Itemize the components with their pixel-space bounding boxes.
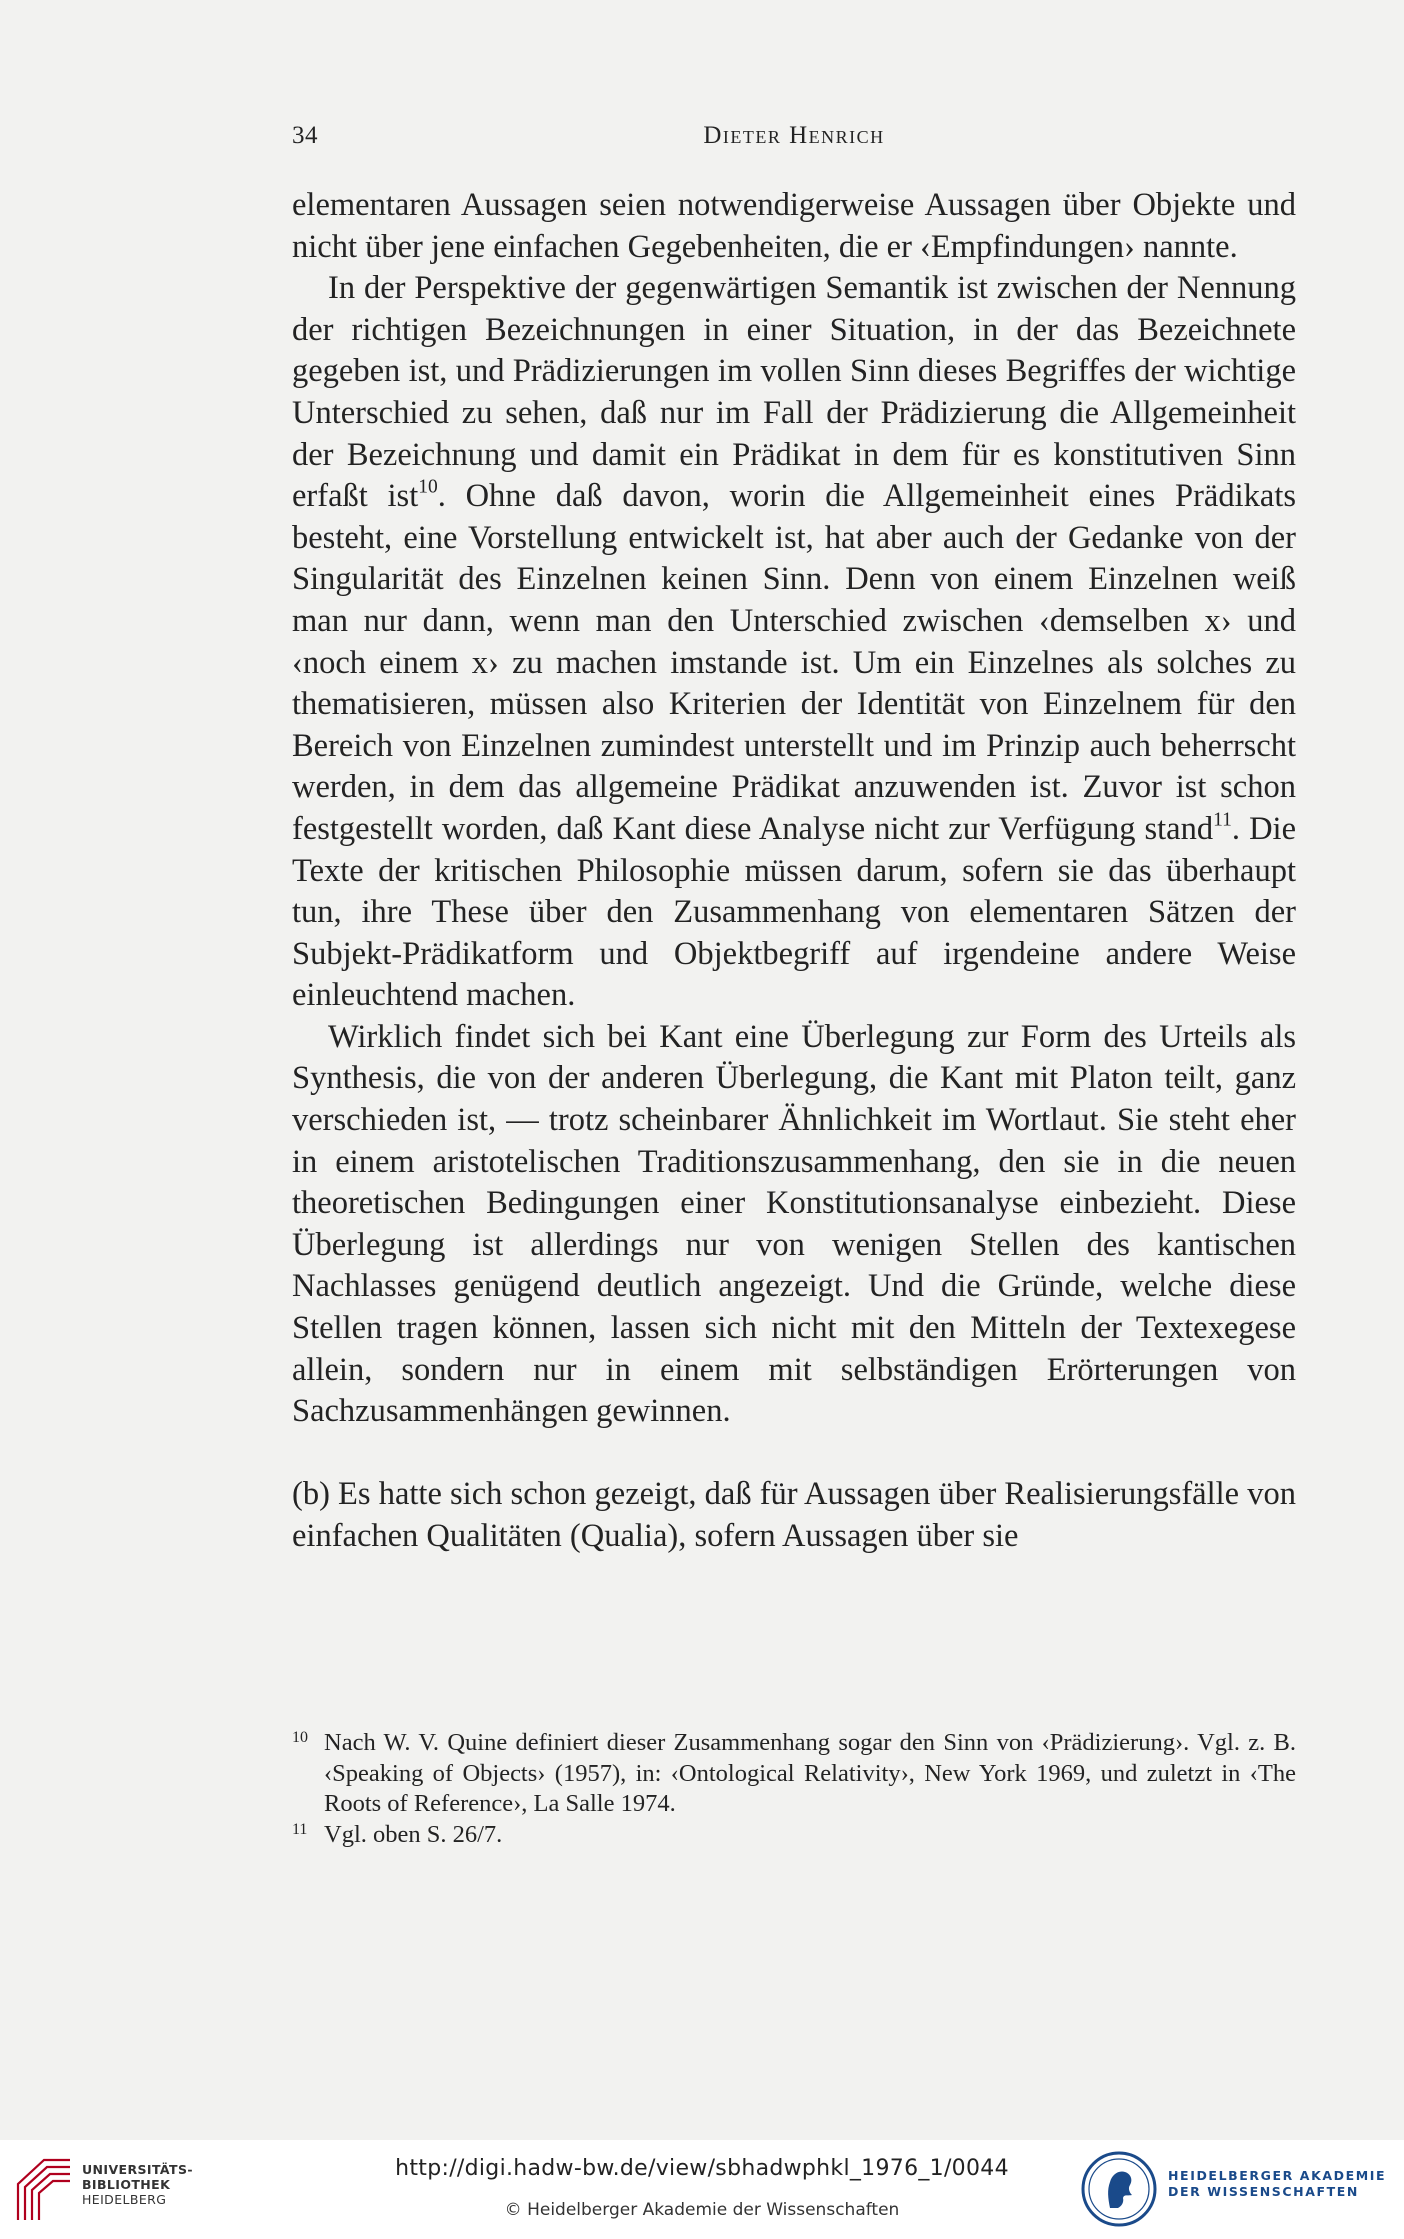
- footnote-number: 11: [292, 1820, 308, 1838]
- running-head: [292, 118, 1296, 158]
- paragraph-2-part-b: . Ohne daß davon, worin die Allgemeinheit eines Prädikats besteht, eine Vorstellung entwickelt ist, hat aber auch der Gedanke von der Singularität des Einzelnen keinen Sinn. Denn von einem Einzelnen weiß man nur dann, wenn man den Unterschied zwischen ‹demselben x› und ‹noch einem x› zu machen imstande ist. Um ein Einzelnes als solches zu thematisieren, müssen also Kriterien der Identität von Einzelnem für den Bereich von Einzelnen zumindest unterstellt und im Prinzip auch beherrscht werden, in dem das allgemeine Prädikat anzuwenden ist. Zuvor ist schon festgestellt worden, daß Kant diese Analyse nicht zur Verfügung stand: [292, 478, 1296, 847]
- body-text: [292, 185, 1296, 1558]
- footnote-number: 10: [292, 1729, 308, 1746]
- paragraph-2-part-a: In der Perspektive der gegenwärtigen Semantik ist zwischen der Nennung der richtigen Bezeichnungen in einer Situation, in der das Bezeichnete gegeben ist, und Prädizierungen im vollen Sinn dieses Begriffes der wichtige Unterschied zu sehen, daß nur im Fall der Prädizierung die Allgemeinheit der Bezeichnung und damit ein Prädikat in dem für es konstitutiven Sinn erfaßt ist: [292, 270, 1296, 515]
- page-number: 34: [292, 122, 318, 149]
- footnote-ref-11[interactable]: 11: [1213, 809, 1232, 831]
- running-head-author: Dieter Henrich: [703, 122, 885, 149]
- footnote-text: Nach W. V. Quine definiert dieser Zusammenhang sogar den Sinn von ‹Prädizierung›. Vgl. z. B. ‹Speaking of Objects› (1957), in: ‹Ontological Relativity›, New York 1969, und zuletzt in ‹The Roots of Reference›, La Salle 1974.: [324, 1729, 1296, 1817]
- paragraph-4: (b) Es hatte sich schon gezeigt, daß für Aussagen über Realisierungsfälle von einfachen Qualitäten (Qualia), sofern Aussagen über sie: [292, 1476, 1296, 1554]
- paragraph-1: elementaren Aussagen seien notwendigerweise Aussagen über Objekte und nicht über jene einfachen Gegebenheiten, die er ‹Empfindungen› nannte.: [292, 187, 1296, 265]
- permalink-link[interactable]: http://digi.hadw-bw.de/view/sbhadwphkl_1976_1/0044: [395, 2156, 1009, 2181]
- academy-name: HEIDELBERGER AKADEMIE DER WISSENSCHAFTEN: [1168, 2168, 1387, 2199]
- university-library-name: UNIVERSITÄTS- BIBLIOTHEK HEIDELBERG: [82, 2162, 193, 2207]
- footer-bar: [0, 2140, 1404, 2239]
- paragraph-2: [292, 268, 1296, 1017]
- academy-seal-icon[interactable]: [1080, 2150, 1158, 2228]
- footnote-ref-10[interactable]: 10: [418, 476, 438, 498]
- footnote-10: [292, 1728, 1296, 1820]
- paragraph-2-part-c: . Die Texte der kritischen Philosophie müssen darum, sofern sie das überhaupt tun, ihre These über den Zusammenhang von elementaren Sätzen der Subjekt-Prädikatform und Objektbegriff auf irgendeine andere Weise einleuchtend machen.: [292, 810, 1296, 1014]
- paragraph-3: Wirklich findet sich bei Kant eine Überlegung zur Form des Urteils als Synthesis, die von der anderen Überlegung, die Kant mit Platon teilt, ganz verschieden ist, — trotz scheinbarer Ähnlichkeit im Wortlaut. Sie steht eher in einem aristotelischen Traditionszusammenhang, den sie in die neuen theoretischen Bedingungen einer Konstitutionsanalyse einbezieht. Diese Überlegung ist allerdings nur von wenigen Stellen des kantischen Nachlasses genügend deutlich angezeigt. Und die Gründe, welche diese Stellen tragen können, lassen sich nicht mit den Mitteln der Textexegese allein, sondern nur in einem mit selbständigen Erörterungen von Sachzusammenhängen gewinnen.: [292, 1018, 1296, 1430]
- copyright-notice: © Heidelberger Akademie der Wissenschaften: [504, 2200, 900, 2220]
- footnote-11: [292, 1820, 1296, 1851]
- footnote-text: Vgl. oben S. 26/7.: [324, 1820, 503, 1848]
- footnotes: [292, 1728, 1296, 1850]
